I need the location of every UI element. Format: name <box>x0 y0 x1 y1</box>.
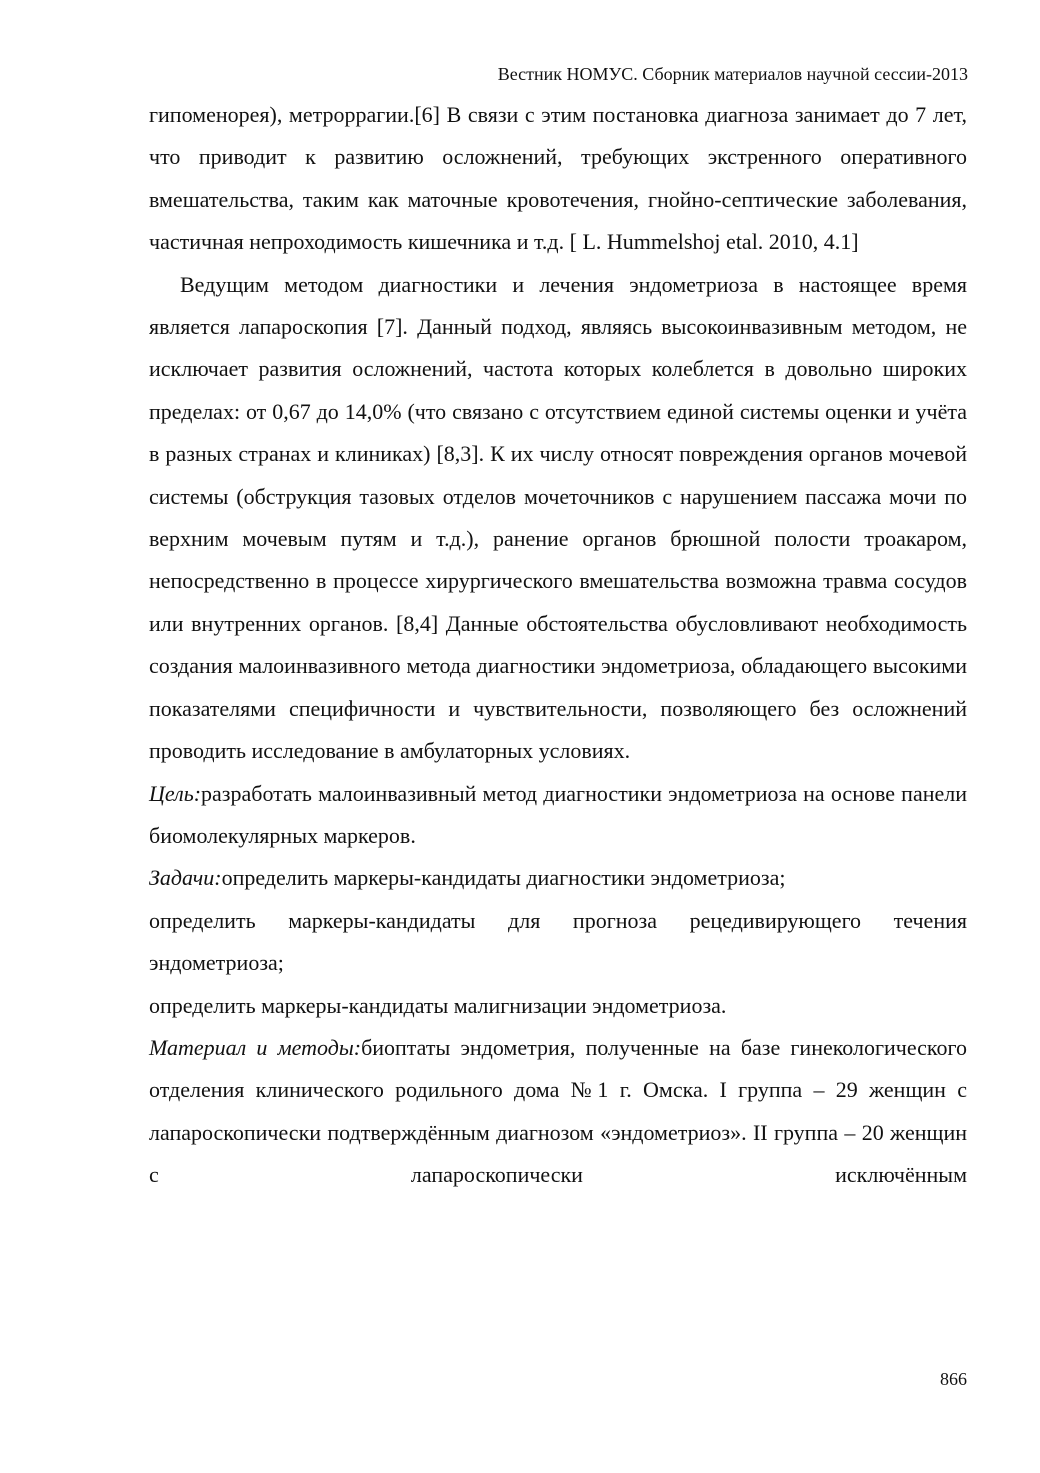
tasks-lead-label: Задачи: <box>149 865 222 891</box>
document-body <box>149 94 967 1197</box>
goal-text: разработать малоинвазивный метод диагностики эндометриоза на основе панели биомолекулярных маркеров. <box>149 780 967 848</box>
methods-text: биоптаты эндометрия, полученные на базе гинекологического отделения клинического родильного дома №1 г. Омска. I группа – 29 женщин с лапароскопически подтверждённым диагнозом «эндометриоз». II группа – 20 женщин с лапароскопически исключённым <box>149 1034 967 1188</box>
methods-lead-label: Материал и методы: <box>149 1034 362 1060</box>
task-1-text: определить маркеры-кандидаты диагностики эндометриоза; <box>221 865 786 891</box>
paragraph-laparoscopy: Ведущим методом диагностики и лечения эндометриоза в настоящее время является лапароскопия [7]. Данный подход, являясь высокоинвазивным методом, не исключает развития осложнений, частота которых колеблется в довольно широких пределах: от 0,67 до 14,0% (что связано с отсутствием единой системы оценки и учёта в разных странах и клиниках) [8,3]. К их числу относят повреждения органов мочевой системы (обструкция тазовых отделов мочеточников с нарушением пассажа мочи по верхним мочевым путям и т.д.), ранение органов брюшной полости троакаром, непосредственно в процессе хирургического вмешательства возможна травма сосудов или внутренних органов. [8,4] Данные обстоятельства обусловливают необходимость создания малоинвазивного метода диагностики эндометриоза, обладающего высокими показателями специфичности и чувствительности, позволяющего без осложнений проводить исследование в амбулаторных условиях. <box>149 271 967 764</box>
paragraph-task-2: определить маркеры-кандидаты для прогноза рецедивирующего течения эндометриоза; <box>149 907 967 976</box>
paragraph-materials-methods <box>149 1027 967 1197</box>
journal-running-header: Вестник НОМУС. Сборник материалов научной сессии-2013 <box>497 64 968 84</box>
goal-lead-label: Цель: <box>149 780 202 806</box>
paragraph-task-3: определить маркеры-кандидаты малигнизации эндометриоза. <box>149 992 727 1018</box>
page-number: 866 <box>940 1369 967 1389</box>
paragraph-tasks <box>149 857 967 899</box>
paragraph-diagnosis-delay: гипоменорея), метроррагии.[6] В связи с этим постановка диагноза занимает до 7 лет, что приводит к развитию осложнений, требующих экстренного оперативного вмешательства, таким как маточные кровотечения, гнойно-септические заболевания, частичная непроходимость кишечника и т.д. [ L. Hummelshoj etal. 2010, 4.1] <box>149 102 967 255</box>
paragraph-goal <box>149 773 967 858</box>
